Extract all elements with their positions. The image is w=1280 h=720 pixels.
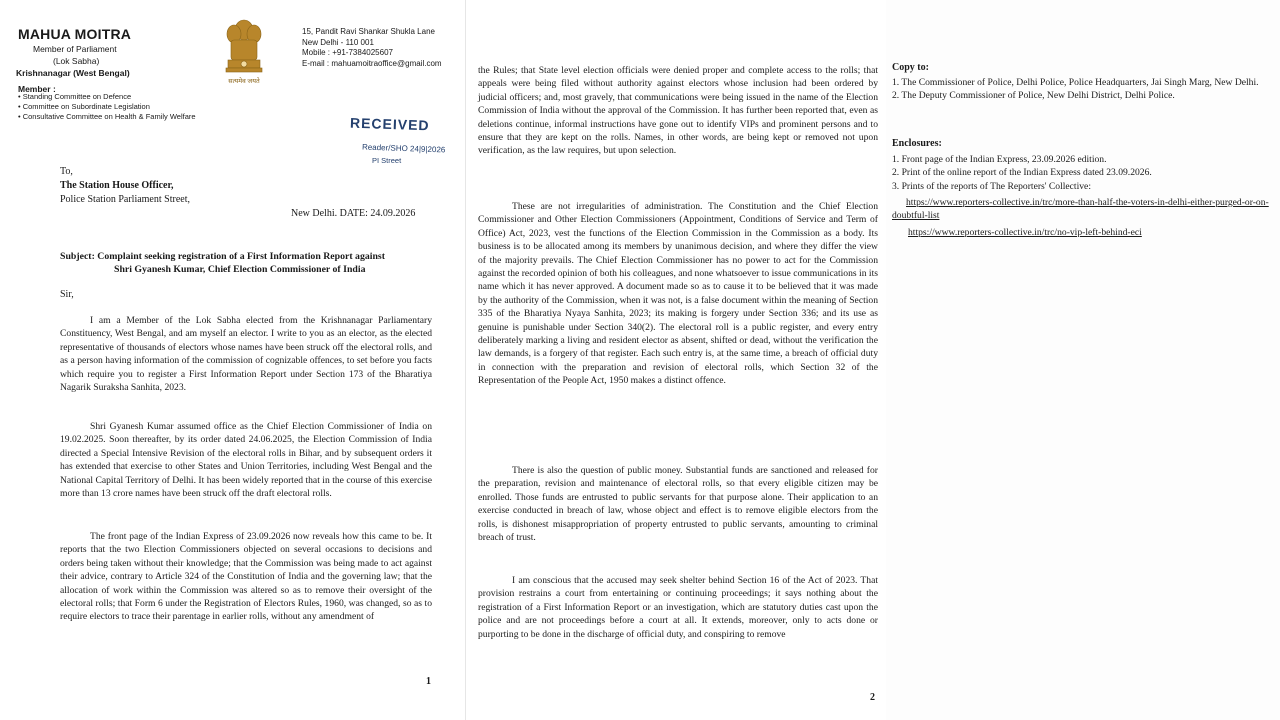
copy-to-item: 2. The Deputy Commissioner of Police, New Delhi District, Delhi Police. <box>892 90 1175 102</box>
letterhead-designation: Member of Parliament <box>33 44 117 54</box>
enclosure-link[interactable]: https://www.reporters-collective.in/trc/more-than-half-the-voters-in-delhi-either-purged-or-on-doubtful-list <box>892 197 1269 222</box>
page-number: 1 <box>426 676 431 687</box>
letter-page-3 <box>886 0 1280 720</box>
letterhead-address <box>302 27 442 69</box>
enclosures-heading: Enclosures: <box>892 138 942 149</box>
addressee-line: Police Station Parliament Street, <box>60 194 190 205</box>
addressee-line: To, <box>60 166 73 177</box>
letterhead-member-label: Member : <box>18 84 56 94</box>
letterhead-name: MAHUA MOITRA <box>18 26 132 42</box>
letter-page-2 <box>470 0 890 720</box>
copy-to-heading: Copy to: <box>892 62 929 73</box>
address-line: Mobile : +91-7384025607 <box>302 48 393 57</box>
stamp-signature: Reader/SHO 24|9|2026 <box>361 142 446 155</box>
subject-line-1: Subject: Complaint seeking registration of a First Information Report against <box>60 251 386 262</box>
copy-to-list <box>892 76 1274 103</box>
enclosure-item: 3. Prints of the reports of The Reporters' Collective: <box>892 180 1091 192</box>
committee-item: • Consultative Committee on Health & Family Welfare <box>18 112 196 122</box>
body-paragraph: I am a Member of the Lok Sabha elected from the Krishnanagar Parliamentary Constituency, West Bengal, and am myself an elector. I write to you as an elector, as the elected representative of thousands of electors whose names have been struck off the electoral rolls, and as a person having information of the commission of cognizable offences, to set before you facts which require you to register a First Information Report under Section 173 of the Bharatiya Nagarik Suraksha Sanhita, 2023. <box>60 315 432 394</box>
committee-item: • Standing Committee on Defence <box>18 92 196 102</box>
letter-date: New Delhi. DATE: 24.09.2026 <box>291 208 416 219</box>
body-paragraph: the Rules; that State level election officials were denied proper and complete access to the rolls; that appeals were being filed without authority against electors whose inclusion had been ordered by judicial officers; and, most gravely, that communications were being issued in the name of the Election Commission of India without the approval of the Commission. It has further been reported that, even as deletions continue, informal instructions have gone out to identify VIPs and prominent persons and to ensure that they are kept on the rolls. Names, in other words, are being kept or removed not upon verification, as the law requires, but upon selection. <box>478 65 878 157</box>
letter-page-1 <box>0 0 466 720</box>
body-paragraph: Shri Gyanesh Kumar assumed office as the Chief Election Commissioner of India on 19.02.2025. Soon thereafter, by its order dated 24.06.2025, the Election Commission of India directed a Special Intensive Revision of the electoral rolls in Bihar, and by subsequent orders it has extended that exercise to other States and Union Territories, including West Bengal and the National Capital Territory of Delhi. It has been widely reported that in the course of this exercise more than 13 crore names have been struck off the draft electoral rolls. <box>60 421 432 500</box>
emblem-caption: सत्यमेव जयते <box>228 78 260 85</box>
address-line: E-mail : mahuamoitraoffice@gmail.com <box>302 58 442 68</box>
stamp-police-station: PI Street <box>372 156 402 165</box>
addressee-line: The Station House Officer, <box>60 180 174 191</box>
committee-list <box>18 92 196 122</box>
enclosures-list <box>892 153 1274 193</box>
body-paragraph: The front page of the Indian Express of 23.09.2026 now reveals how this came to be. It reports that the two Election Commissioners objected on several occasions to decisions and orders being taken without their knowledge; that the Commission was being made to act against their advice, contrary to Article 324 of the Constitution of India and the governing law; that the allocation of work within the Commission was altered so as to remove their oversight of the electoral rolls; that Form 6 under the Registration of Electors Rules, 1960, was changed, so as to require electors to trace their parentage in earlier rolls, without any amendment of <box>60 531 432 623</box>
committee-item: • Committee on Subordinate Legislation <box>18 102 196 112</box>
body-paragraph: I am conscious that the accused may seek shelter behind Section 16 of the Act of 2023. That provision restrains a court from entertaining or continuing proceedings; it says nothing about the registration of a First Information Report or an investigation, which are statutory duties cast upon the police and are not proceedings before a court at all. It extends, moreover, only to acts done or purporting to be done in the discharge of official duty, and conspiring to remove <box>478 575 878 640</box>
enclosure-item: 1. Front page of the Indian Express, 23.09.2026 edition. <box>892 154 1107 165</box>
letterhead-house: (Lok Sabha) <box>53 56 100 66</box>
enclosure-link[interactable]: https://www.reporters-collective.in/trc/no-vip-left-behind-eci <box>908 227 1142 238</box>
national-emblem-icon <box>222 16 266 88</box>
address-line: New Delhi - 110 001 <box>302 37 374 47</box>
enclosure-item: 2. Print of the online report of the Indian Express dated 23.09.2026. <box>892 167 1152 179</box>
address-line: 15, Pandit Ravi Shankar Shukla Lane <box>302 27 435 36</box>
letterhead-constituency: Krishnanagar (West Bengal) <box>16 68 130 78</box>
salutation: Sir, <box>60 289 74 300</box>
subject-line <box>60 250 432 276</box>
page-number: 2 <box>870 692 875 703</box>
stamp-text: RECEIVED <box>349 114 430 134</box>
body-paragraph: These are not irregularities of administration. The Constitution and the Chief Election Commissioner and Other Election Commissioners (Appointment, Conditions of Service and Term of Office) Act, 2023, vest the functions of the Election Commission in the Commission as a body. Its business is to be allocated among its members by unanimous decision, and where they differ the view of the majority prevails. The Chief Election Commissioner has no power to act for the Commission against the recorded opinion of both his colleagues, and none whatsoever to issue communications in its name which it has never approved. A document made so as to cause it to be believed that it was made by the authority of the Commission, when it was not, is a false document within the meaning of Section 335 of the Bharatiya Nyaya Sanhita, 2023; its making is forgery under Section 336; and its use as genuine is punishable under Section 340(2). The electoral roll is a public register, and every entry deliberately marking a living and resident elector as absent, shifted or dead, without the verification the law demands, is a forgery of that register. Each such entry is, at the same time, a breach of official duty in connection with the preparation and revision of electoral rolls, which Section 32 of the Representation of the People Act, 1950 makes a distinct offence. <box>478 201 878 387</box>
received-stamp <box>346 112 466 172</box>
subject-line-2: Shri Gyanesh Kumar, Chief Election Commissioner of India <box>114 264 366 275</box>
body-paragraph: There is also the question of public money. Substantial funds are sanctioned and released for the preparation, revision and maintenance of electoral rolls, so that every eligible citizen may be enrolled. Those funds are entrusted to public servants for that purpose alone. Their application to an exercise conducted in breach of law, whose object and effect is to remove eligible electors from the rolls, is dishonest misappropriation of property entrusted to public servants, amounting to criminal breach of trust. <box>478 465 878 544</box>
copy-to-item: 1. The Commissioner of Police, Delhi Police, Police Headquarters, Jai Singh Marg, New Delhi. <box>892 77 1259 88</box>
addressee-block <box>60 165 190 207</box>
